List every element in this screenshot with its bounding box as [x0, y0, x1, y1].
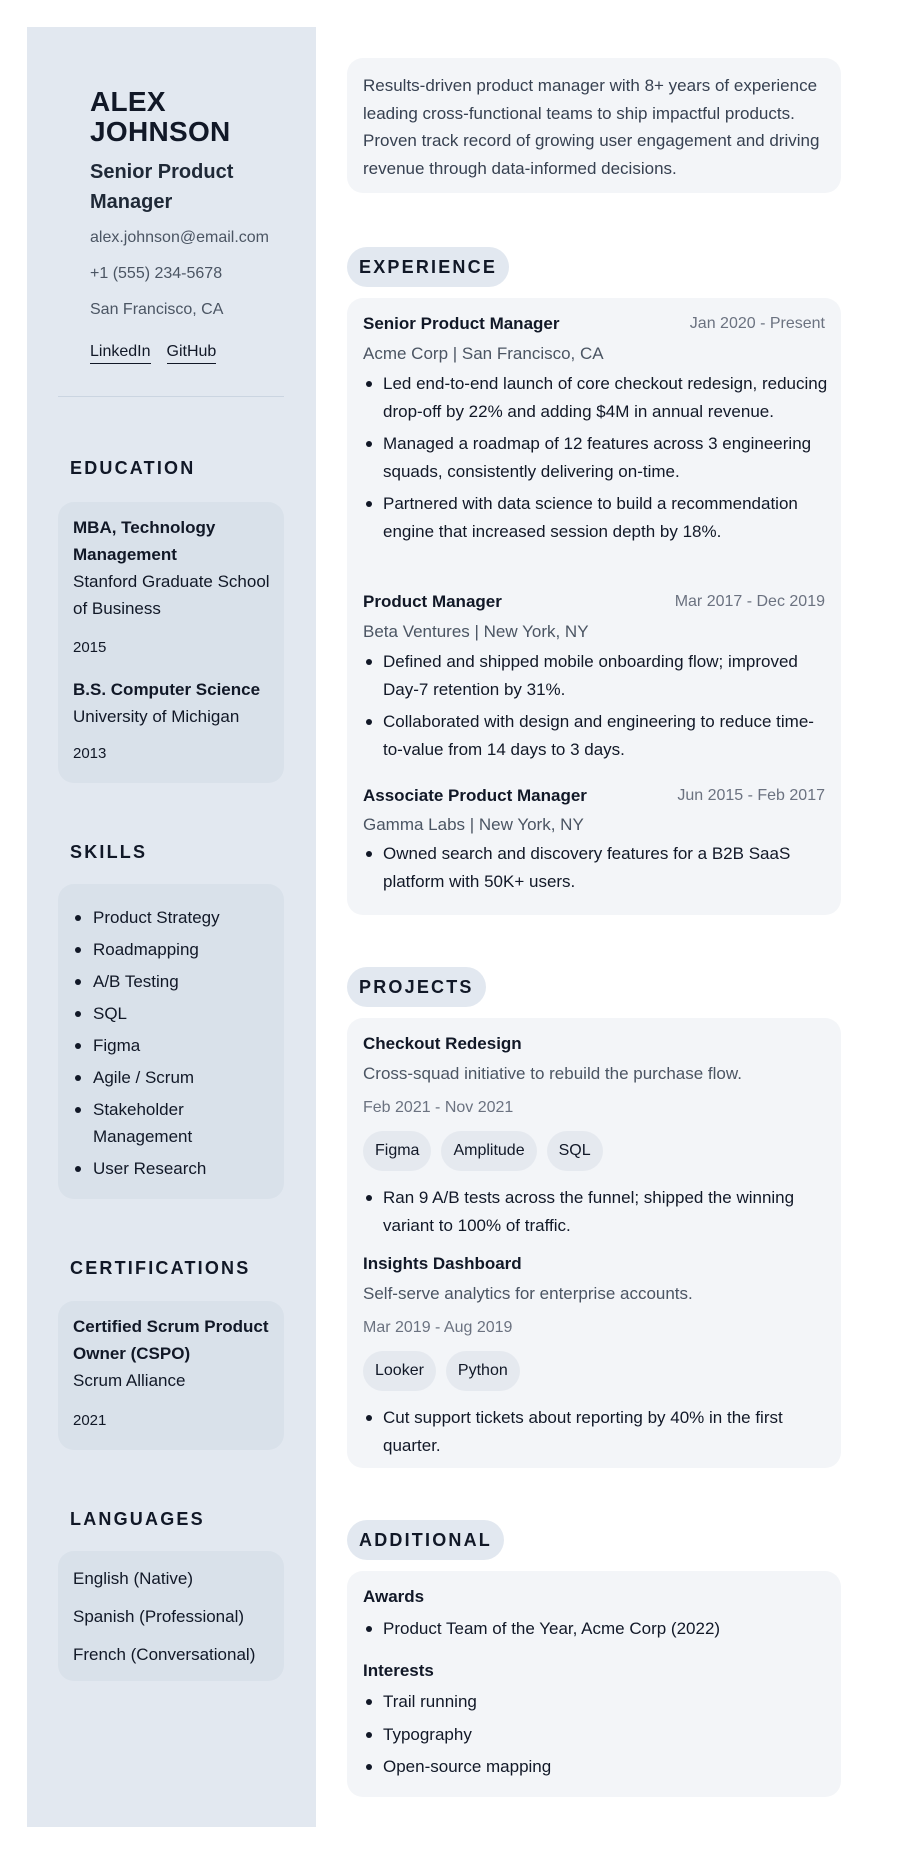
- interest-item: Open-source mapping: [363, 1753, 829, 1781]
- certifications-heading: CERTIFICATIONS: [70, 1258, 251, 1278]
- skill-item: Roadmapping: [73, 936, 273, 963]
- experience-heading: EXPERIENCE: [347, 247, 509, 287]
- github-link[interactable]: GitHub: [167, 343, 217, 364]
- tag-chip: SQL: [547, 1131, 603, 1171]
- education-school: University of Michigan: [73, 707, 240, 726]
- phone-text[interactable]: +1 (555) 234-5678: [90, 265, 223, 282]
- project-description: Cross-squad initiative to rebuild the purchase flow.: [363, 1064, 742, 1083]
- job-bullet: Managed a roadmap of 12 features across 3 engineering squads, consistently delivering on-time.: [363, 430, 829, 485]
- job-title: Associate Product Manager: [363, 786, 587, 805]
- skill-item: A/B Testing: [73, 968, 273, 995]
- tag-chip: Python: [446, 1351, 520, 1391]
- job-title: Senior Product Manager: [363, 314, 560, 333]
- projects-heading: PROJECTS: [347, 967, 486, 1007]
- job-bullets: [363, 840, 829, 895]
- skills-heading: SKILLS: [70, 842, 148, 862]
- job-dates: Jan 2020 - Present: [689, 315, 825, 332]
- sidebar: [27, 27, 316, 1827]
- skills-card: [58, 884, 284, 1199]
- project-title: Checkout Redesign: [363, 1034, 522, 1053]
- language-item: Spanish (Professional): [73, 1607, 245, 1626]
- job-bullet: Led end-to-end launch of core checkout redesign, reducing drop-off by 22% and adding $4M in annual revenue.: [363, 370, 829, 425]
- job-company: Gamma Labs | New York, NY: [363, 815, 584, 834]
- skill-item: Product Strategy: [73, 904, 273, 931]
- job-company: Beta Ventures | New York, NY: [363, 622, 589, 641]
- languages-heading: LANGUAGES: [70, 1509, 205, 1529]
- language-item: French (Conversational): [73, 1645, 256, 1664]
- skill-item: Agile / Scrum: [73, 1064, 273, 1091]
- profile-links: [90, 343, 216, 364]
- job-bullets: [363, 648, 829, 763]
- project-tags: [363, 1351, 520, 1391]
- project-bullet: Cut support tickets about reporting by 40% in the first quarter.: [363, 1404, 829, 1459]
- location-text: San Francisco, CA: [90, 301, 224, 318]
- sidebar-divider: [58, 396, 284, 397]
- project-dates: Mar 2019 - Aug 2019: [363, 1319, 513, 1336]
- project-bullet: Ran 9 A/B tests across the funnel; shipped the winning variant to 100% of traffic.: [363, 1184, 829, 1239]
- job-title: Product Manager: [363, 592, 502, 611]
- project-bullets: [363, 1404, 829, 1459]
- project-title: Insights Dashboard: [363, 1254, 522, 1273]
- languages-card: [58, 1551, 284, 1681]
- interests-title: Interests: [363, 1661, 434, 1680]
- job-company: Acme Corp | San Francisco, CA: [363, 344, 604, 363]
- education-school: Stanford Graduate School of Business: [73, 572, 270, 618]
- project-dates: Feb 2021 - Nov 2021: [363, 1099, 514, 1116]
- tag-chip: Looker: [363, 1351, 436, 1391]
- interest-item: Trail running: [363, 1688, 829, 1716]
- interests-list: [363, 1688, 829, 1781]
- interest-item: Typography: [363, 1721, 829, 1749]
- certification-issuer: Scrum Alliance: [73, 1371, 186, 1390]
- tag-chip: Figma: [363, 1131, 431, 1171]
- skill-item: SQL: [73, 1000, 273, 1027]
- job-bullet: Collaborated with design and engineering to reduce time-to-value from 14 days to 3 days.: [363, 708, 829, 763]
- job-bullet: Partnered with data science to build a recommendation engine that increased session depth by 18%.: [363, 490, 829, 545]
- awards-list: [363, 1615, 829, 1643]
- projects-card: [347, 1018, 841, 1468]
- additional-heading: ADDITIONAL: [347, 1520, 504, 1560]
- job-dates: Mar 2017 - Dec 2019: [674, 593, 825, 610]
- skills-list: [73, 904, 273, 1187]
- skill-item: Stakeholder Management: [73, 1096, 273, 1150]
- summary-text: Results-driven product manager with 8+ years of experience leading cross-functional teams to ship impactful products. Proven track record of growing user engagement and driving revenue through data-informed decisions.: [363, 76, 820, 178]
- tag-chip: Amplitude: [441, 1131, 536, 1171]
- email-text[interactable]: alex.johnson@email.com: [90, 229, 269, 246]
- education-heading: EDUCATION: [70, 458, 196, 478]
- education-degree: B.S. Computer Science: [73, 680, 261, 699]
- candidate-title: Senior Product Manager: [90, 161, 234, 213]
- education-degree: MBA, Technology Management: [73, 518, 216, 564]
- job-bullet: Defined and shipped mobile onboarding flow; improved Day-7 retention by 31%.: [363, 648, 829, 703]
- certification-year: 2021: [73, 1412, 107, 1429]
- job-bullets: [363, 370, 829, 545]
- language-item: English (Native): [73, 1569, 193, 1588]
- project-tags: [363, 1131, 603, 1171]
- awards-title: Awards: [363, 1587, 425, 1606]
- project-description: Self-serve analytics for enterprise accounts.: [363, 1284, 693, 1303]
- skill-item: Figma: [73, 1032, 273, 1059]
- education-year: 2015: [73, 639, 107, 656]
- education-year: 2013: [73, 745, 107, 762]
- education-card: [58, 502, 284, 783]
- award-item: Product Team of the Year, Acme Corp (2022): [363, 1615, 829, 1643]
- skill-item: User Research: [73, 1155, 273, 1182]
- experience-card: [347, 298, 841, 915]
- job-bullet: Owned search and discovery features for a B2B SaaS platform with 50K+ users.: [363, 840, 829, 895]
- candidate-name: ALEX JOHNSON: [90, 86, 231, 147]
- summary-card: [347, 58, 841, 193]
- job-dates: Jun 2015 - Feb 2017: [677, 787, 825, 804]
- certification-name: Certified Scrum Product Owner (CSPO): [73, 1317, 269, 1363]
- additional-card: [347, 1571, 841, 1797]
- certifications-card: [58, 1301, 284, 1450]
- project-bullets: [363, 1184, 829, 1239]
- linkedin-link[interactable]: LinkedIn: [90, 343, 151, 364]
